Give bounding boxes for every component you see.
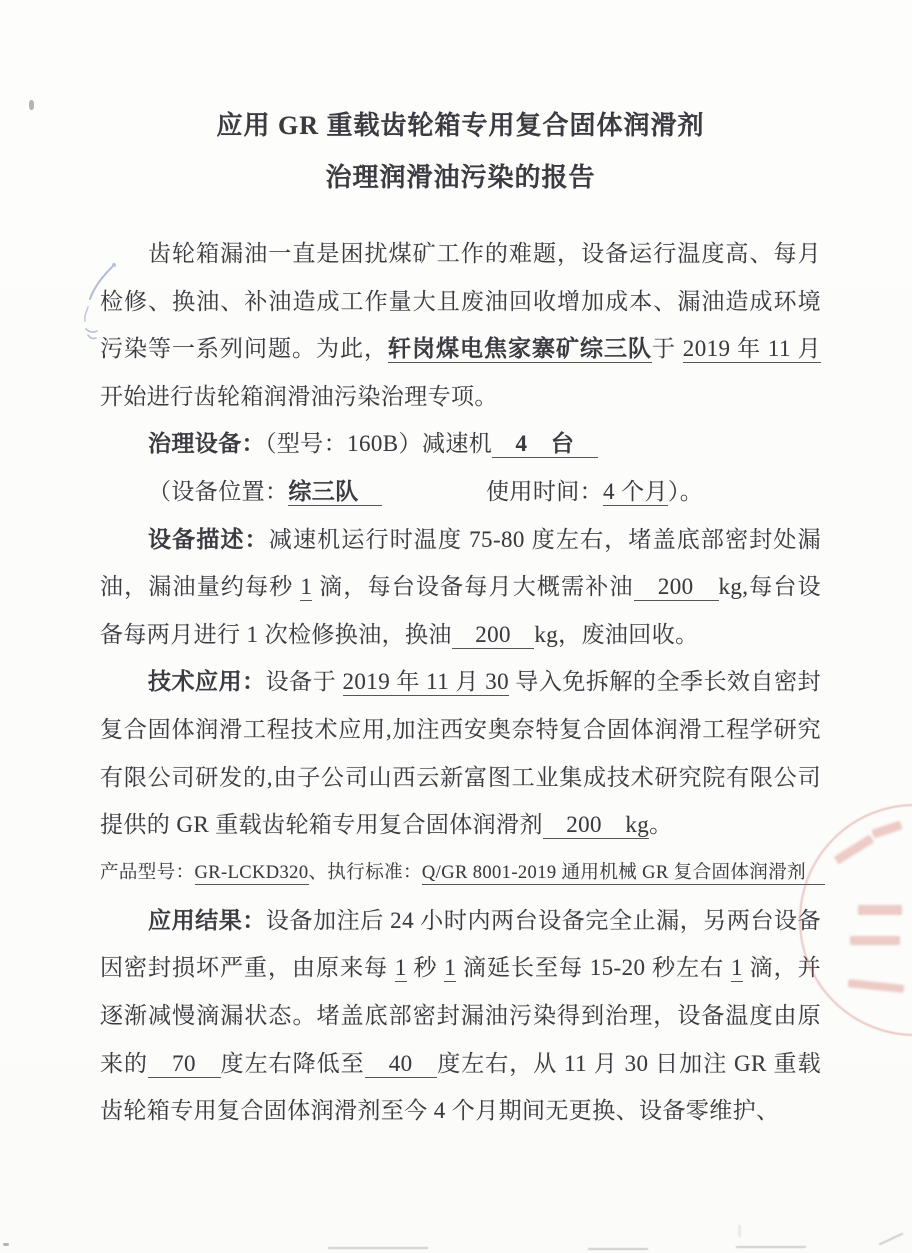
text-run: 齿轮箱漏油一直是困扰煤矿工作的难题，设备运行温度高、每月检修、换油、补油造成工作量大且废油回收增加成本、漏油造成环境污染等一系列问题。为此， <box>100 241 821 362</box>
text-run: 于 <box>652 336 683 362</box>
underlined-text: 2019 年 11 月 <box>682 336 821 362</box>
text-run: 开始进行齿轮箱润滑油污染治理专项。 <box>100 383 498 409</box>
underlined-text: 综三队 <box>288 478 383 504</box>
scan-speck <box>29 100 34 110</box>
text-run: 度左右，从 11 月 30 日加注 GR 重载齿轮箱专用复合固体润滑剂至今 4 个月期间无更换、设备零维护、 <box>100 1050 821 1124</box>
underlined-text: 轩岗煤电焦家寨矿综三队 <box>388 336 653 362</box>
underlined-text: 4 个月 <box>603 478 668 504</box>
text-run: 减速机运行时温度 75-80 度左右，堵盖底部密封处漏油，漏油量约每秒 <box>100 526 821 600</box>
red-seal-text-smudge <box>850 936 900 945</box>
underlined-text: 4 台 <box>492 431 598 457</box>
bold-label: 治理设备： <box>148 431 265 457</box>
report-title-line2: 治理润滑油污染的报告 <box>325 163 596 192</box>
paragraph-treated-equipment <box>100 420 821 468</box>
underlined-text: 200 <box>451 621 535 647</box>
text-run: （型号：160B）减速机 <box>265 431 493 457</box>
underlined-text: 1 <box>300 574 313 600</box>
pen-mark-squiggle <box>68 255 124 351</box>
text-run: 设备加注后 24 小时内两台设备完全止漏，另两台设备因密封损坏严重，由原来每 <box>100 907 822 981</box>
paragraph-application-results <box>100 897 821 1135</box>
bold-label: 设备描述： <box>148 526 269 552</box>
text-run: kg,每台设备每两月进行 1 次检修换油，换油 <box>100 574 822 647</box>
bold-label: 技术应用： <box>148 669 266 695</box>
text-run: 滴延长至每 15-20 秒左右 <box>456 955 731 981</box>
text-run: kg，废油回收。 <box>534 621 699 647</box>
underlined-text: GR-LCKD320 <box>194 862 309 883</box>
scan-smudge <box>738 1225 741 1237</box>
underlined-text: 2019 年 11 月 30 <box>342 669 510 695</box>
underlined-text: 1 <box>730 955 743 981</box>
text-run: 秒 <box>406 955 445 981</box>
bold-label: 应用结果： <box>148 907 266 933</box>
scan-smudge <box>328 1247 428 1249</box>
text-run: ）。 <box>667 478 704 504</box>
underlined-text: 1 <box>394 955 407 981</box>
underlined-text: Q/GR 8001-2019 通用机械 GR 复合固体润滑剂 <box>421 862 825 883</box>
text-run: 设备于 <box>265 669 343 695</box>
report-title-line1: 应用 GR 重载齿轮箱专用复合固体润滑剂 <box>216 111 705 140</box>
text-run: 滴，每台设备每月大概需补油 <box>312 574 634 600</box>
report-content <box>100 100 825 1135</box>
underlined-text: 40 <box>364 1050 438 1076</box>
text-run: （设备位置： <box>148 478 289 504</box>
text-run: 使用时间： <box>486 478 604 504</box>
paragraph-equipment-location <box>100 468 821 516</box>
scan-smudge <box>736 1246 806 1248</box>
report-body <box>100 230 825 1135</box>
underlined-text: 200 kg <box>542 812 650 838</box>
paragraph-equipment-description <box>100 516 821 659</box>
text-run: 产品型号： <box>100 862 195 883</box>
scan-smudge <box>588 1248 648 1250</box>
red-seal-text-smudge <box>858 905 902 915</box>
text-run: 、执行标准： <box>308 862 422 883</box>
underlined-text: 70 <box>148 1050 221 1076</box>
paragraph-intro <box>100 230 821 420</box>
paragraph-technology-application <box>100 658 821 848</box>
text-run: 滴，并逐渐减慢滴漏状态。堵盖底部密封漏油污染得到治理，设备温度由原来的 <box>100 955 822 1076</box>
scan-speck <box>3 1243 9 1246</box>
text-run: 。 <box>649 812 673 838</box>
underlined-text: 200 <box>633 574 719 600</box>
underlined-text: 1 <box>444 955 457 981</box>
scan-smudge <box>879 1233 903 1246</box>
text-run: 导入免拆解的全季长效自密封复合固体润滑工程技术应用,加注西安奥奈特复合固体润滑工程学研究有限公司研发的,由子公司山西云新富图工业集成技术研究院有限公司提供的 GR 重载齿轮箱专用复合固体润滑剂 <box>100 669 822 838</box>
text-run: 度左右降低至 <box>220 1050 365 1076</box>
paragraph-product-model <box>100 853 825 893</box>
